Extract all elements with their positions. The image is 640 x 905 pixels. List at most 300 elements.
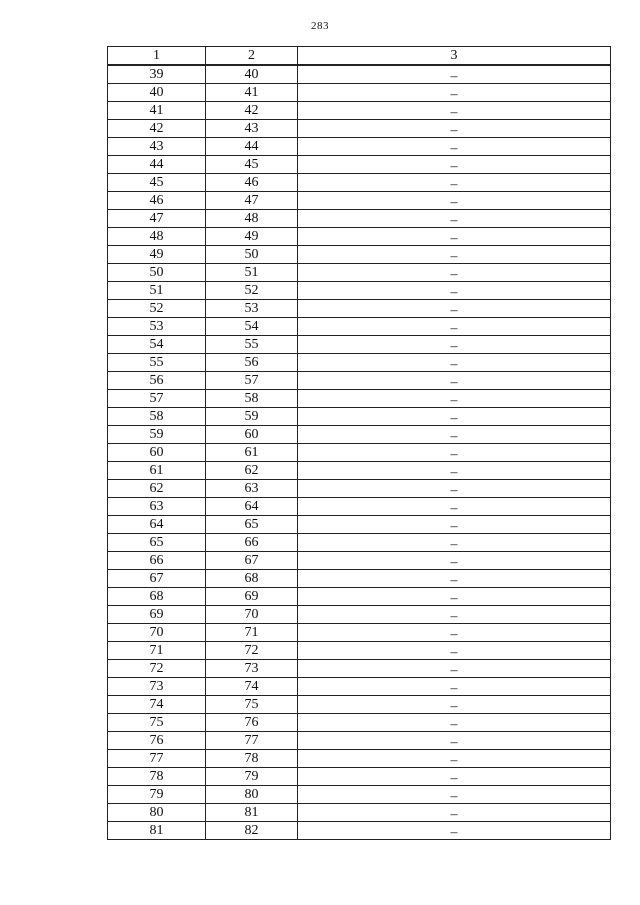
cell-value: 48 <box>149 229 164 244</box>
table-cell-col-2 <box>206 228 298 246</box>
cell-value: 81 <box>244 805 259 820</box>
cell-value: 73 <box>149 679 164 694</box>
table-cell-col-2 <box>206 282 298 300</box>
table-cell-col-1 <box>108 516 206 534</box>
table-cell-col-3 <box>298 84 611 102</box>
table-row <box>108 642 611 660</box>
cell-value: 62 <box>244 463 259 478</box>
dash-value: – <box>450 681 458 696</box>
dash-value: – <box>450 231 458 246</box>
page-number: 283 <box>311 20 329 32</box>
dash-value: – <box>450 699 458 714</box>
table-cell-col-1 <box>108 120 206 138</box>
table-row <box>108 624 611 642</box>
table-row <box>108 138 611 156</box>
cell-value: 79 <box>244 769 259 784</box>
table-row <box>108 390 611 408</box>
table-cell-col-2 <box>206 372 298 390</box>
table-cell-col-2 <box>206 174 298 192</box>
table-cell-col-2 <box>206 534 298 552</box>
cell-value: 75 <box>149 715 164 730</box>
table-cell-col-2 <box>206 462 298 480</box>
cell-value: 41 <box>244 85 259 100</box>
table-cell-col-1 <box>108 65 206 84</box>
table-cell-col-2 <box>206 480 298 498</box>
dash-value: – <box>450 357 458 372</box>
table-row <box>108 534 611 552</box>
table-cell-col-1 <box>108 444 206 462</box>
column-header-1: 1 <box>108 47 206 66</box>
table-cell-col-2 <box>206 606 298 624</box>
dash-value: – <box>450 807 458 822</box>
table-row <box>108 822 611 840</box>
cell-value: 73 <box>244 661 259 676</box>
table-cell-col-3 <box>298 246 611 264</box>
cell-value: 46 <box>244 175 259 190</box>
cell-value: 64 <box>149 517 164 532</box>
table-cell-col-1 <box>108 192 206 210</box>
table-cell-col-2 <box>206 696 298 714</box>
cell-value: 80 <box>244 787 259 802</box>
dash-value: – <box>450 375 458 390</box>
table-row <box>108 714 611 732</box>
cell-value: 71 <box>149 643 164 658</box>
cell-value: 59 <box>244 409 259 424</box>
table-row <box>108 264 611 282</box>
table-row <box>108 246 611 264</box>
table-cell-col-1 <box>108 228 206 246</box>
table-cell-col-1 <box>108 318 206 336</box>
table-cell-col-3 <box>298 678 611 696</box>
header-row <box>108 47 611 66</box>
dash-value: – <box>450 501 458 516</box>
dash-value: – <box>450 789 458 804</box>
table-row <box>108 804 611 822</box>
table-cell-col-1 <box>108 336 206 354</box>
table-row <box>108 570 611 588</box>
table-cell-col-1 <box>108 408 206 426</box>
table-cell-col-2 <box>206 138 298 156</box>
table-cell-col-3 <box>298 120 611 138</box>
table-cell-col-3 <box>298 426 611 444</box>
dash-value: – <box>450 285 458 300</box>
cell-value: 67 <box>149 571 164 586</box>
table-cell-col-2 <box>206 444 298 462</box>
cell-value: 52 <box>244 283 259 298</box>
table-row <box>108 588 611 606</box>
cell-value: 67 <box>244 553 259 568</box>
table-cell-col-1 <box>108 372 206 390</box>
cell-value: 42 <box>149 121 164 136</box>
table-row <box>108 65 611 84</box>
table-cell-col-3 <box>298 480 611 498</box>
table-cell-col-1 <box>108 678 206 696</box>
table-cell-col-2 <box>206 624 298 642</box>
cell-value: 70 <box>149 625 164 640</box>
cell-value: 72 <box>149 661 164 676</box>
table-header <box>108 47 611 66</box>
table-cell-col-3 <box>298 65 611 84</box>
table-cell-col-1 <box>108 210 206 228</box>
table-row <box>108 336 611 354</box>
table-cell-col-2 <box>206 714 298 732</box>
cell-value: 65 <box>149 535 164 550</box>
cell-value: 39 <box>149 67 164 82</box>
table-cell-col-1 <box>108 552 206 570</box>
table-row <box>108 732 611 750</box>
table-cell-col-3 <box>298 786 611 804</box>
cell-value: 42 <box>244 103 259 118</box>
table-cell-col-2 <box>206 84 298 102</box>
cell-value: 81 <box>149 823 164 838</box>
table-cell-col-3 <box>298 642 611 660</box>
table-cell-col-2 <box>206 588 298 606</box>
table-cell-col-3 <box>298 768 611 786</box>
cell-value: 58 <box>149 409 164 424</box>
table-cell-col-1 <box>108 156 206 174</box>
table-row <box>108 120 611 138</box>
data-table <box>107 46 611 840</box>
cell-value: 51 <box>244 265 259 280</box>
table-cell-col-2 <box>206 516 298 534</box>
cell-value: 82 <box>244 823 259 838</box>
table-cell-col-2 <box>206 732 298 750</box>
table-row <box>108 300 611 318</box>
table-cell-col-3 <box>298 228 611 246</box>
cell-value: 44 <box>244 139 259 154</box>
dash-value: – <box>450 87 458 102</box>
dash-value: – <box>450 447 458 462</box>
table-cell-col-1 <box>108 102 206 120</box>
cell-value: 60 <box>149 445 164 460</box>
cell-value: 65 <box>244 517 259 532</box>
cell-value: 51 <box>149 283 164 298</box>
cell-value: 44 <box>149 157 164 172</box>
table-cell-col-1 <box>108 642 206 660</box>
table-row <box>108 606 611 624</box>
table-row <box>108 408 611 426</box>
table-cell-col-1 <box>108 480 206 498</box>
table-cell-col-1 <box>108 498 206 516</box>
table-cell-col-2 <box>206 408 298 426</box>
dash-value: – <box>450 717 458 732</box>
cell-value: 50 <box>244 247 259 262</box>
cell-value: 40 <box>244 67 259 82</box>
table-cell-col-2 <box>206 804 298 822</box>
dash-value: – <box>450 339 458 354</box>
table-cell-col-3 <box>298 390 611 408</box>
dash-value: – <box>450 123 458 138</box>
table-cell-col-3 <box>298 462 611 480</box>
table-cell-col-1 <box>108 138 206 156</box>
table-cell-col-2 <box>206 660 298 678</box>
table-cell-col-2 <box>206 102 298 120</box>
table-cell-col-2 <box>206 246 298 264</box>
cell-value: 75 <box>244 697 259 712</box>
table-cell-col-1 <box>108 282 206 300</box>
cell-value: 74 <box>149 697 164 712</box>
table-cell-col-2 <box>206 570 298 588</box>
table-row <box>108 318 611 336</box>
table-cell-col-2 <box>206 390 298 408</box>
dash-value: – <box>450 267 458 282</box>
table-cell-col-1 <box>108 300 206 318</box>
cell-value: 43 <box>149 139 164 154</box>
cell-value: 40 <box>149 85 164 100</box>
table-cell-col-3 <box>298 156 611 174</box>
table-cell-col-2 <box>206 552 298 570</box>
table-cell-col-1 <box>108 426 206 444</box>
table-row <box>108 84 611 102</box>
dash-value: – <box>450 609 458 624</box>
table-cell-col-1 <box>108 462 206 480</box>
cell-value: 68 <box>149 589 164 604</box>
table-cell-col-1 <box>108 750 206 768</box>
table-cell-col-1 <box>108 264 206 282</box>
dash-value: – <box>450 321 458 336</box>
table-cell-col-2 <box>206 354 298 372</box>
cell-value: 54 <box>244 319 259 334</box>
table-cell-col-2 <box>206 750 298 768</box>
table-cell-col-3 <box>298 210 611 228</box>
cell-value: 47 <box>244 193 259 208</box>
table-cell-col-3 <box>298 534 611 552</box>
dash-value: – <box>450 159 458 174</box>
table-row <box>108 192 611 210</box>
cell-value: 57 <box>149 391 164 406</box>
table-cell-col-3 <box>298 696 611 714</box>
dash-value: – <box>450 537 458 552</box>
dash-value: – <box>450 645 458 660</box>
cell-value: 48 <box>244 211 259 226</box>
dash-value: – <box>450 771 458 786</box>
table-cell-col-3 <box>298 408 611 426</box>
cell-value: 61 <box>149 463 164 478</box>
table-cell-col-3 <box>298 336 611 354</box>
table-cell-col-1 <box>108 354 206 372</box>
table-cell-col-1 <box>108 246 206 264</box>
dash-value: – <box>450 555 458 570</box>
dash-value: – <box>450 429 458 444</box>
table-cell-col-2 <box>206 264 298 282</box>
table-cell-col-3 <box>298 372 611 390</box>
cell-value: 78 <box>244 751 259 766</box>
cell-value: 47 <box>149 211 164 226</box>
table-row <box>108 228 611 246</box>
dash-value: – <box>450 519 458 534</box>
dash-value: – <box>450 393 458 408</box>
cell-value: 74 <box>244 679 259 694</box>
table-cell-col-1 <box>108 624 206 642</box>
table-cell-col-2 <box>206 120 298 138</box>
cell-value: 49 <box>244 229 259 244</box>
table-cell-col-3 <box>298 318 611 336</box>
table-cell-col-1 <box>108 588 206 606</box>
cell-value: 64 <box>244 499 259 514</box>
cell-value: 72 <box>244 643 259 658</box>
table-cell-col-3 <box>298 588 611 606</box>
cell-value: 76 <box>149 733 164 748</box>
dash-value: – <box>450 105 458 120</box>
table-row <box>108 426 611 444</box>
cell-value: 62 <box>149 481 164 496</box>
cell-value: 43 <box>244 121 259 136</box>
cell-value: 66 <box>244 535 259 550</box>
table-row <box>108 282 611 300</box>
table-cell-col-3 <box>298 444 611 462</box>
cell-value: 77 <box>244 733 259 748</box>
cell-value: 78 <box>149 769 164 784</box>
table-cell-col-3 <box>298 552 611 570</box>
table-cell-col-3 <box>298 498 611 516</box>
table-cell-col-3 <box>298 822 611 840</box>
cell-value: 71 <box>244 625 259 640</box>
table-cell-col-2 <box>206 318 298 336</box>
table-row <box>108 750 611 768</box>
cell-value: 68 <box>244 571 259 586</box>
table-cell-col-3 <box>298 606 611 624</box>
table-cell-col-1 <box>108 768 206 786</box>
table-row <box>108 552 611 570</box>
table-row <box>108 480 611 498</box>
cell-value: 63 <box>244 481 259 496</box>
cell-value: 55 <box>244 337 259 352</box>
table-cell-col-1 <box>108 534 206 552</box>
dash-value: – <box>450 627 458 642</box>
table-cell-col-1 <box>108 696 206 714</box>
table-row <box>108 102 611 120</box>
cell-value: 77 <box>149 751 164 766</box>
dash-value: – <box>450 735 458 750</box>
cell-value: 54 <box>149 337 164 352</box>
dash-value: – <box>450 69 458 84</box>
cell-value: 69 <box>149 607 164 622</box>
cell-value: 41 <box>149 103 164 118</box>
dash-value: – <box>450 483 458 498</box>
dash-value: – <box>450 591 458 606</box>
table-cell-col-3 <box>298 174 611 192</box>
table-cell-col-2 <box>206 822 298 840</box>
table-cell-col-2 <box>206 768 298 786</box>
cell-value: 52 <box>149 301 164 316</box>
column-header-3: 3 <box>298 47 611 66</box>
cell-value: 80 <box>149 805 164 820</box>
table-cell-col-3 <box>298 282 611 300</box>
table-cell-col-3 <box>298 624 611 642</box>
cell-value: 45 <box>244 157 259 172</box>
table-cell-col-1 <box>108 804 206 822</box>
cell-value: 46 <box>149 193 164 208</box>
table-row <box>108 786 611 804</box>
dash-value: – <box>450 465 458 480</box>
table-cell-col-3 <box>298 264 611 282</box>
table-cell-col-3 <box>298 732 611 750</box>
table-cell-col-1 <box>108 714 206 732</box>
table-cell-col-2 <box>206 156 298 174</box>
dash-value: – <box>450 573 458 588</box>
table-cell-col-2 <box>206 210 298 228</box>
cell-value: 63 <box>149 499 164 514</box>
dash-value: – <box>450 195 458 210</box>
table-cell-col-1 <box>108 174 206 192</box>
cell-value: 56 <box>244 355 259 370</box>
cell-value: 61 <box>244 445 259 460</box>
cell-value: 53 <box>149 319 164 334</box>
dash-value: – <box>450 411 458 426</box>
cell-value: 53 <box>244 301 259 316</box>
cell-value: 76 <box>244 715 259 730</box>
cell-value: 70 <box>244 607 259 622</box>
cell-value: 55 <box>149 355 164 370</box>
table-row <box>108 444 611 462</box>
table-row <box>108 696 611 714</box>
dash-value: – <box>450 177 458 192</box>
table-row <box>108 462 611 480</box>
table-cell-col-3 <box>298 570 611 588</box>
dash-value: – <box>450 303 458 318</box>
table-cell-col-3 <box>298 102 611 120</box>
table-cell-col-3 <box>298 300 611 318</box>
cell-value: 79 <box>149 787 164 802</box>
cell-value: 69 <box>244 589 259 604</box>
table-cell-col-2 <box>206 336 298 354</box>
table-row <box>108 156 611 174</box>
table-cell-col-2 <box>206 642 298 660</box>
table-cell-col-2 <box>206 498 298 516</box>
dash-value: – <box>450 249 458 264</box>
cell-value: 58 <box>244 391 259 406</box>
table-row <box>108 372 611 390</box>
table-cell-col-2 <box>206 65 298 84</box>
cell-value: 59 <box>149 427 164 442</box>
dash-value: – <box>450 213 458 228</box>
table-cell-col-3 <box>298 714 611 732</box>
table-cell-col-3 <box>298 516 611 534</box>
table-row <box>108 210 611 228</box>
column-header-2: 2 <box>206 47 298 66</box>
table-row <box>108 498 611 516</box>
table-cell-col-1 <box>108 660 206 678</box>
table-cell-col-3 <box>298 354 611 372</box>
cell-value: 50 <box>149 265 164 280</box>
table-cell-col-2 <box>206 786 298 804</box>
table-row <box>108 174 611 192</box>
table-cell-col-2 <box>206 192 298 210</box>
table-row <box>108 660 611 678</box>
table-cell-col-1 <box>108 822 206 840</box>
dash-value: – <box>450 663 458 678</box>
cell-value: 60 <box>244 427 259 442</box>
dash-value: – <box>450 753 458 768</box>
table-cell-col-1 <box>108 390 206 408</box>
table-cell-col-3 <box>298 750 611 768</box>
table-row <box>108 678 611 696</box>
table-cell-col-2 <box>206 426 298 444</box>
table-cell-col-1 <box>108 606 206 624</box>
table-cell-col-1 <box>108 84 206 102</box>
table-cell-col-3 <box>298 660 611 678</box>
table-cell-col-1 <box>108 732 206 750</box>
dash-value: – <box>450 825 458 840</box>
table-cell-col-1 <box>108 570 206 588</box>
cell-value: 57 <box>244 373 259 388</box>
table-cell-col-2 <box>206 300 298 318</box>
table-row <box>108 354 611 372</box>
dash-value: – <box>450 141 458 156</box>
table-cell-col-3 <box>298 192 611 210</box>
table-cell-col-1 <box>108 786 206 804</box>
table-body <box>108 65 611 840</box>
